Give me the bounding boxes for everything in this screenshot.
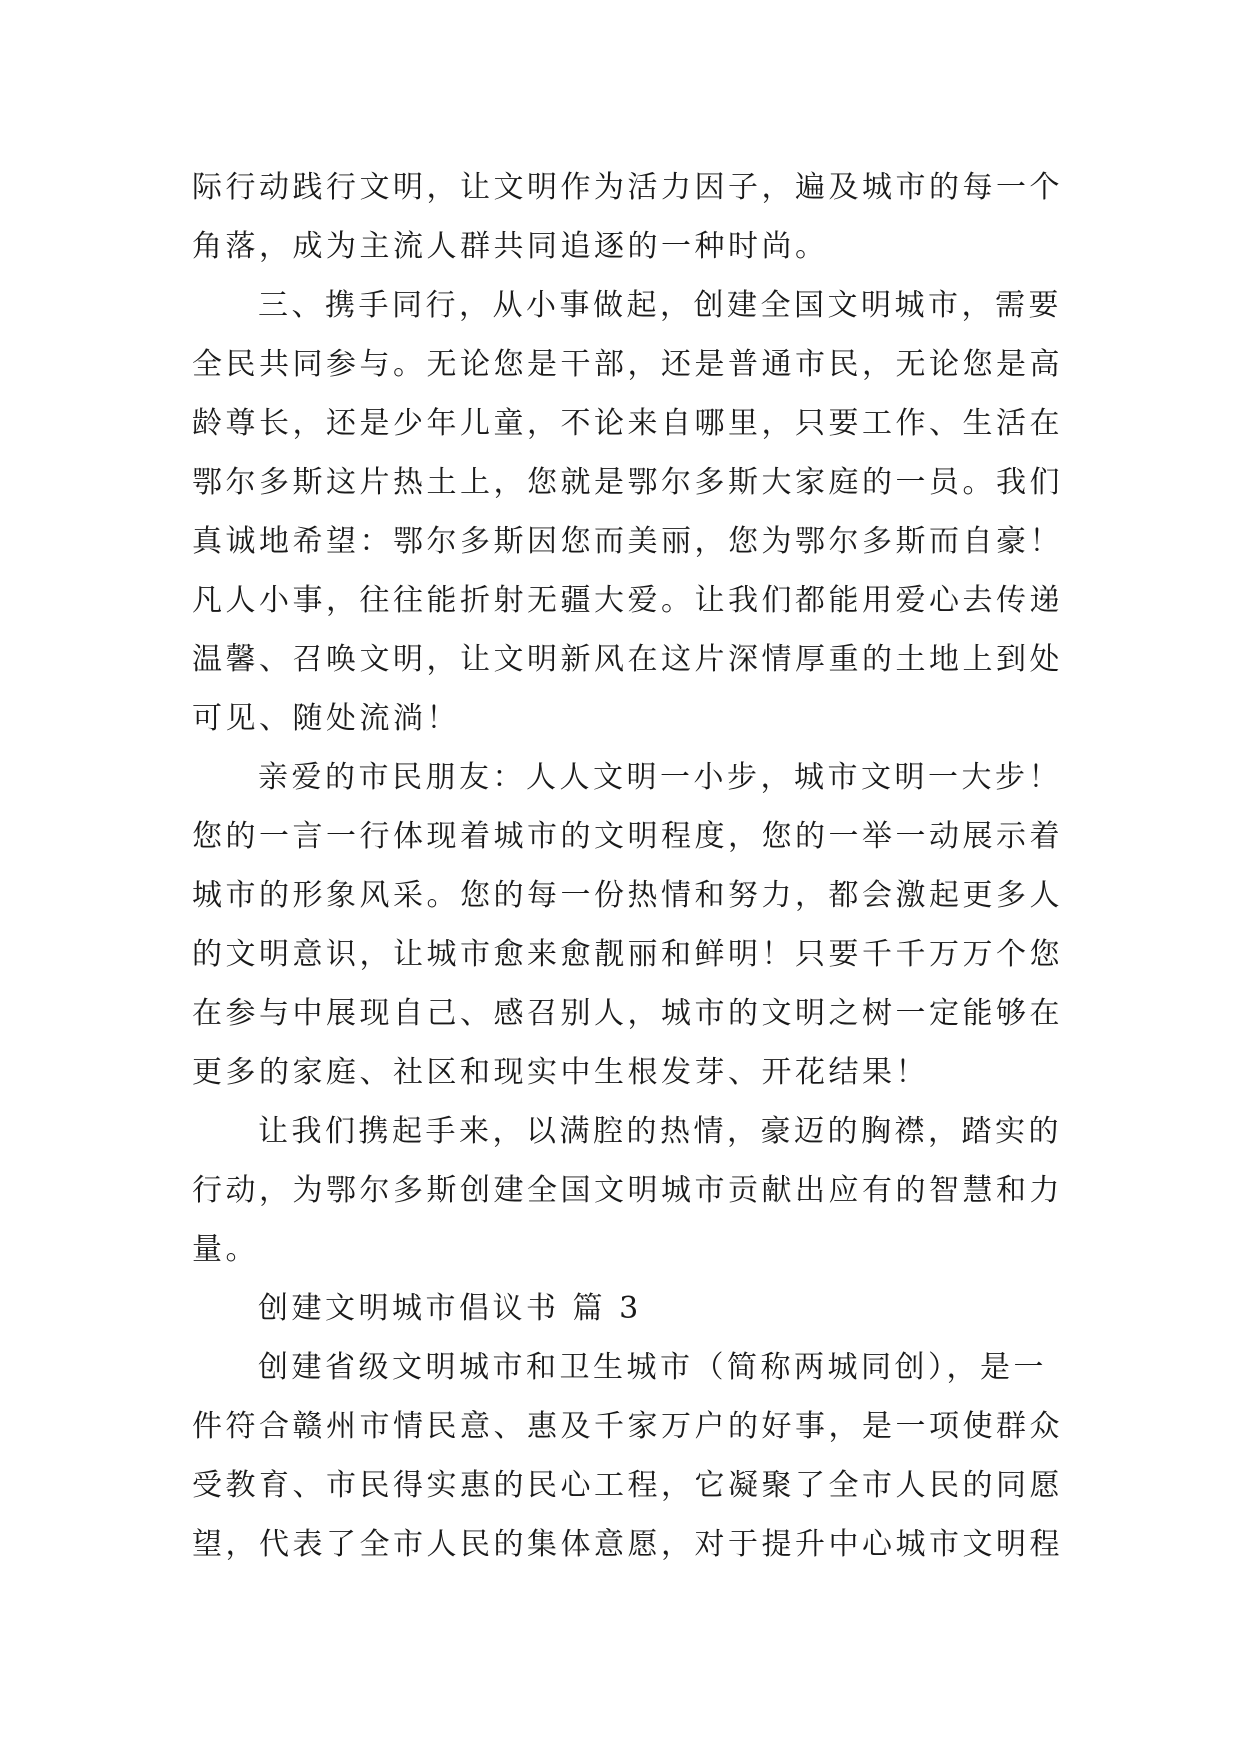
text-line: 龄尊长，还是少年儿童，不论来自哪里，只要工作、生活在 (192, 406, 1063, 441)
text-line: 更多的家庭、社区和现实中生根发芽、开花结果！ (192, 1055, 929, 1090)
paragraph-start-line: 三、携手同行，从小事做起，创建全国文明城市，需要 (258, 288, 1062, 323)
document-body (192, 158, 1062, 1574)
text-line: 真诚地希望：鄂尔多斯因您而美丽，您为鄂尔多斯而自豪！ (192, 524, 1063, 559)
text-line: 行动，为鄂尔多斯创建全国文明城市贡献出应有的智慧和力 (192, 1173, 1063, 1208)
text-line: 温馨、召唤文明，让文明新风在这片深情厚重的土地上到处 (192, 642, 1063, 677)
paragraph-start-line: 创建省级文明城市和卫生城市（简称两城同创），是一 (258, 1350, 1047, 1385)
text-line: 角落，成为主流人群共同追逐的一种时尚。 (192, 229, 829, 264)
text-line: 可见、随处流淌！ (192, 701, 460, 736)
text-line: 量。 (192, 1232, 259, 1267)
text-line: 城市的形象风采。您的每一份热情和努力，都会激起更多人 (192, 878, 1063, 913)
text-line: 在参与中展现自己、感召别人，城市的文明之树一定能够在 (192, 996, 1063, 1031)
text-line: 的文明意识，让城市愈来愈靓丽和鲜明！只要千千万万个您 (192, 937, 1063, 972)
paragraph-start-line: 让我们携起手来，以满腔的热情，豪迈的胸襟，踏实的 (258, 1114, 1062, 1149)
text-line: 您的一言一行体现着城市的文明程度，您的一举一动展示着 (192, 819, 1063, 854)
text-line: 件符合赣州市情民意、惠及千家万户的好事，是一项使群众 (192, 1409, 1063, 1444)
section-heading: 创建文明城市倡议书 篇 3 (258, 1291, 642, 1326)
text-line: 凡人小事，往往能折射无疆大爱。让我们都能用爱心去传递 (192, 583, 1063, 618)
text-line: 鄂尔多斯这片热土上，您就是鄂尔多斯大家庭的一员。我们 (192, 465, 1063, 500)
text-line: 受教育、市民得实惠的民心工程，它凝聚了全市人民的同愿 (192, 1468, 1063, 1503)
text-line: 望，代表了全市人民的集体意愿，对于提升中心城市文明程 (192, 1527, 1063, 1562)
text-line: 全民共同参与。无论您是干部，还是普通市民，无论您是高 (192, 347, 1063, 382)
text-line: 际行动践行文明，让文明作为活力因子，遍及城市的每一个 (192, 170, 1063, 205)
paragraph-start-line: 亲爱的市民朋友：人人文明一小步，城市文明一大步！ (258, 760, 1062, 795)
